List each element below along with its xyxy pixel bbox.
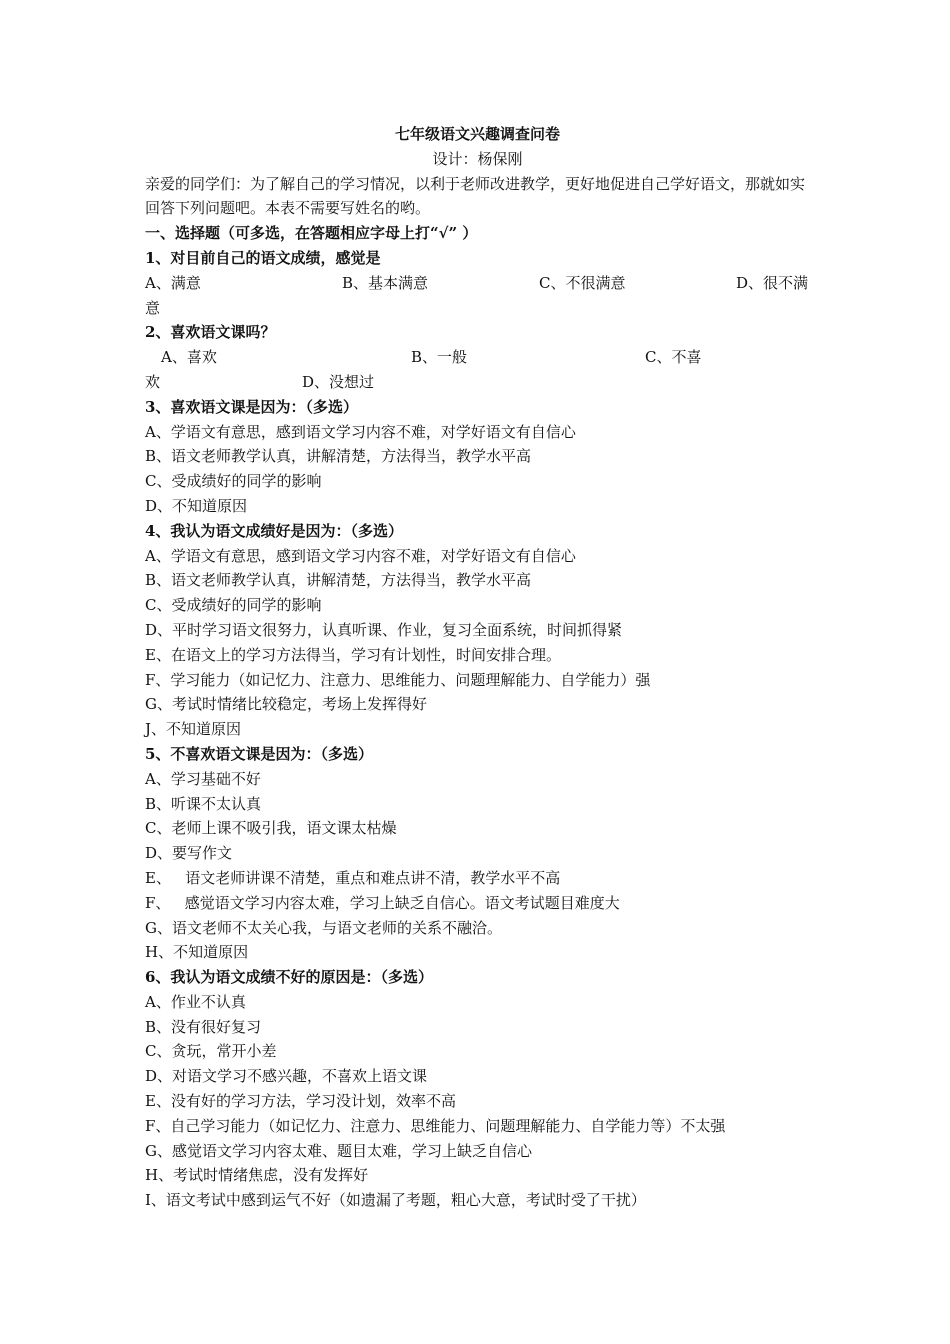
- q5-option-f: F、 感觉语文学习内容太难，学习上缺乏自信心。语文考试题目难度大: [145, 893, 620, 912]
- q3-option-d: D、不知道原因: [145, 496, 248, 515]
- document-title: 七年级语文兴趣调查问卷: [394, 125, 560, 143]
- intro-paragraph: 亲爱的同学们：为了解自己的学习情况，以利于老师改进教学，更好地促进自己学好语文，那就如实回答下列问题吧。本表不需要写姓名的哟。: [145, 174, 806, 218]
- question-5: 5、不喜欢语文课是因为：（多选）: [145, 744, 373, 763]
- q4-option-b: B、语文老师教学认真，讲解清楚，方法得当，教学水平高: [145, 571, 532, 590]
- q2-options-row-2: [145, 370, 810, 395]
- q4-option-f: F、学习能力（如记忆力、注意力、思维能力、问题理解能力、自学能力）强: [145, 670, 651, 689]
- q2-option-b: B、一般: [411, 348, 468, 367]
- q5-option-g: G、语文老师不太关心我，与语文老师的关系不融洽。: [145, 918, 502, 937]
- question-1: 1、对目前自己的语文成绩，感觉是: [145, 248, 381, 267]
- question-3: 3、喜欢语文课是因为：（多选）: [145, 397, 358, 416]
- q2-option-c: C、不喜: [645, 348, 702, 367]
- q6-option-g: G、感觉语文学习内容太难、题目太难，学习上缺乏自信心: [145, 1141, 532, 1160]
- q2-option-a: A、喜欢: [161, 348, 217, 367]
- q1-option-d: D、很不满: [736, 273, 809, 292]
- q5-option-h: H、不知道原因: [145, 943, 249, 962]
- q5-option-a: A、学习基础不好: [145, 769, 261, 788]
- q1-option-b: B、基本满意: [342, 273, 429, 292]
- q2-option-c-wrap: 欢: [145, 372, 161, 391]
- question-6: 6、我认为语文成绩不好的原因是：（多选）: [145, 968, 433, 987]
- q2-options-row: [145, 345, 810, 370]
- question-2: 2、喜欢语文课吗？: [145, 323, 276, 342]
- author-line: 设计：杨保刚: [432, 149, 523, 168]
- q3-option-c: C、受成绩好的同学的影响: [145, 472, 322, 491]
- q2-option-d: D、没想过: [302, 372, 375, 391]
- q4-option-j: J、不知道原因: [145, 720, 242, 739]
- q5-option-d: D、要写作文: [145, 844, 233, 863]
- q4-option-g: G、考试时情绪比较稳定，考场上发挥得好: [145, 695, 427, 714]
- section-heading: 一、选择题（可多选，在答题相应字母上打“√” ）: [145, 224, 478, 243]
- q6-option-f: F、自己学习能力（如记忆力、注意力、思维能力、问题理解能力、自学能力等）不太强: [145, 1116, 726, 1135]
- q4-option-c: C、受成绩好的同学的影响: [145, 596, 322, 615]
- q6-option-e: E、没有好的学习方法，学习没计划，效率不高: [145, 1092, 456, 1111]
- q6-option-b: B、没有很好复习: [145, 1017, 262, 1036]
- question-4: 4、我认为语文成绩好是因为：（多选）: [145, 521, 403, 540]
- q6-option-h: H、考试时情绪焦虑，没有发挥好: [145, 1166, 369, 1185]
- q6-option-c: C、贪玩，常开小差: [145, 1042, 277, 1061]
- q5-option-b: B、听课不太认真: [145, 794, 262, 813]
- q5-option-e: E、 语文老师讲课不清楚，重点和难点讲不清，教学水平不高: [145, 868, 561, 887]
- q3-option-b: B、语文老师教学认真，讲解清楚，方法得当，教学水平高: [145, 447, 532, 466]
- q4-option-e: E、在语文上的学习方法得当，学习有计划性，时间安排合理。: [145, 645, 561, 664]
- q1-options-row: [145, 271, 810, 296]
- q6-option-i: I、语文考试中感到运气不好（如遗漏了考题，粗心大意，考试时受了干扰）: [145, 1191, 646, 1210]
- q6-option-a: A、作业不认真: [145, 992, 246, 1011]
- document-page: [145, 122, 810, 1213]
- q6-option-d: D、对语文学习不感兴趣，不喜欢上语文课: [145, 1067, 428, 1086]
- q4-option-a: A、学语文有意思，感到语文学习内容不难，对学好语文有自信心: [145, 546, 576, 565]
- q1-option-a: A、满意: [145, 273, 201, 292]
- q4-option-d: D、平时学习语文很努力，认真听课、作业，复习全面系统，时间抓得紧: [145, 620, 623, 639]
- q1-option-d-wrap: 意: [145, 298, 161, 317]
- q3-option-a: A、学语文有意思，感到语文学习内容不难，对学好语文有自信心: [145, 422, 576, 441]
- q5-option-c: C、老师上课不吸引我，语文课太枯燥: [145, 819, 397, 838]
- q1-option-c: C、不很满意: [539, 273, 626, 292]
